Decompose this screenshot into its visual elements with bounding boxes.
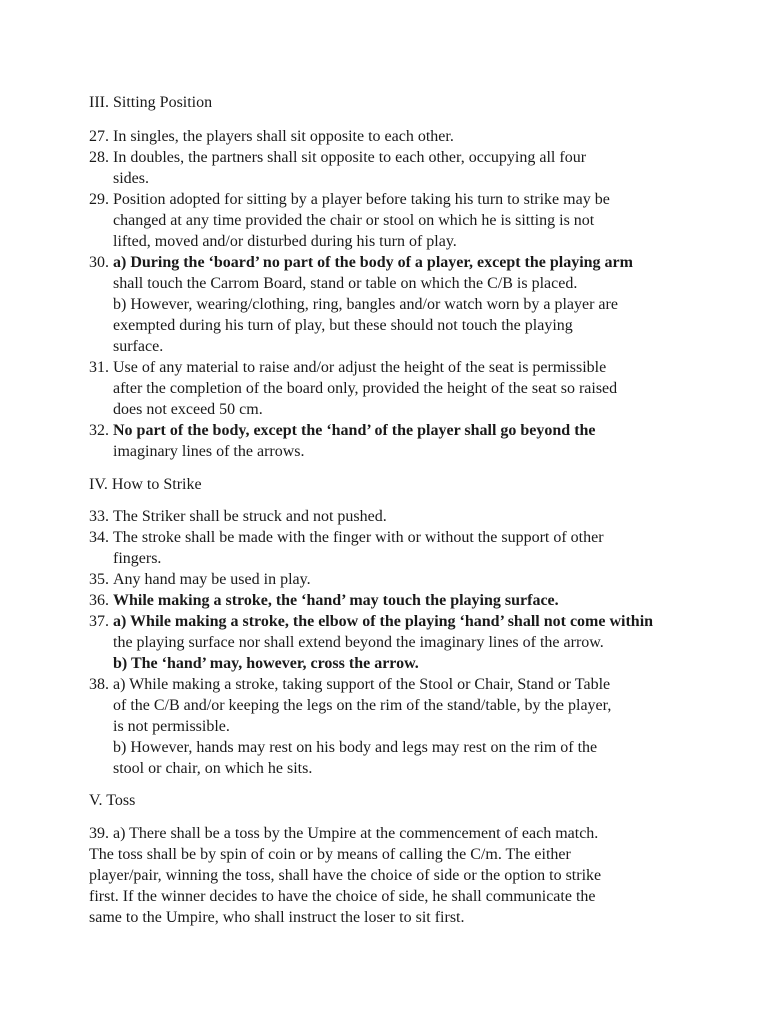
rule-line: of the C/B and/or keeping the legs on the rim of the stand/table, by the player,	[113, 697, 612, 714]
rule-number: 37.	[89, 613, 109, 630]
rule-line: does not exceed 50 cm.	[113, 401, 263, 418]
rule-line: Any hand may be used in play.	[113, 571, 311, 588]
rule-line: after the completion of the board only, provided the height of the seat so raised	[113, 380, 618, 397]
rule-item-37	[89, 611, 689, 674]
rule-number: 31.	[89, 359, 109, 376]
section-heading-how-to-strike: IV. How to Strike	[89, 476, 202, 493]
rule-line: stool or chair, on which he sits.	[113, 760, 313, 777]
section-list-how-to-strike	[89, 506, 689, 779]
rule-line-bold: No part of the body, except the ‘hand’ of the player shall go beyond the	[113, 422, 596, 439]
paragraph-line: same to the Umpire, who shall instruct the loser to sit first.	[89, 909, 465, 926]
rule-line: Use of any material to raise and/or adjust the height of the seat is permissible	[113, 359, 607, 376]
rule-item-31	[89, 357, 689, 420]
rule-line: The stroke shall be made with the finger with or without the support of other	[113, 529, 604, 546]
rule-number: 36.	[89, 592, 109, 609]
rule-item-33	[89, 506, 689, 527]
rule-number: 33.	[89, 508, 109, 525]
rule-line: sides.	[113, 170, 149, 187]
rule-number: 29.	[89, 191, 109, 208]
paragraph-line: first. If the winner decides to have the choice of side, he shall communicate the	[89, 888, 596, 905]
paragraph-line: player/pair, winning the toss, shall have the choice of side or the option to strike	[89, 867, 602, 884]
rule-item-32	[89, 420, 689, 462]
rule-item-38	[89, 674, 689, 779]
rule-item-34	[89, 527, 689, 569]
rule-item-35	[89, 569, 689, 590]
rule-line: In singles, the players shall sit opposite to each other.	[113, 128, 454, 145]
rule-line: lifted, moved and/or disturbed during his turn of play.	[113, 233, 457, 250]
rule-line: The Striker shall be struck and not pushed.	[113, 508, 387, 525]
rule-line: is not permissible.	[113, 718, 230, 735]
paragraph-line: 39. a) There shall be a toss by the Umpire at the commencement of each match.	[89, 825, 599, 842]
rule-line: fingers.	[113, 550, 162, 567]
rule-number: 35.	[89, 571, 109, 588]
rule-line: a) While making a stroke, taking support of the Stool or Chair, Stand or Table	[113, 676, 611, 693]
rule-line: shall touch the Carrom Board, stand or table on which the C/B is placed.	[113, 275, 578, 292]
rule-item-30	[89, 252, 689, 357]
section-heading-toss: V. Toss	[89, 792, 136, 809]
rule-number: 30.	[89, 254, 109, 271]
rule-line-bold: b) The ‘hand’ may, however, cross the arrow.	[113, 655, 419, 672]
rule-number: 38.	[89, 676, 109, 693]
rule-line: b) However, wearing/clothing, ring, bangles and/or watch worn by a player are	[113, 296, 618, 313]
rule-line: changed at any time provided the chair or stool on which he is sitting is not	[113, 212, 595, 229]
rule-line: the playing surface nor shall extend beyond the imaginary lines of the arrow.	[113, 634, 604, 651]
rule-item-27	[89, 126, 689, 147]
rule-line: imaginary lines of the arrows.	[113, 443, 305, 460]
rule-line: b) However, hands may rest on his body and legs may rest on the rim of the	[113, 739, 598, 756]
paragraph-line: The toss shall be by spin of coin or by means of calling the C/m. The either	[89, 846, 571, 863]
section-heading-sitting-position: III. Sitting Position	[89, 94, 213, 111]
rule-line: Position adopted for sitting by a player before taking his turn to strike may be	[113, 191, 610, 208]
rule-line-bold: a) While making a stroke, the elbow of the playing ‘hand’ shall not come within	[113, 613, 654, 630]
rule-item-28	[89, 147, 689, 189]
rule-line: exempted during his turn of play, but these should not touch the playing	[113, 317, 573, 334]
rule-line-bold: a) During the ‘board’ no part of the body of a player, except the playing arm	[113, 254, 633, 271]
rule-number: 27.	[89, 128, 109, 145]
toss-paragraph	[89, 823, 689, 928]
rule-item-36	[89, 590, 689, 611]
rule-item-29	[89, 189, 689, 252]
rule-number: 28.	[89, 149, 109, 166]
rule-number: 34.	[89, 529, 109, 546]
section-list-sitting-position	[89, 126, 689, 462]
rule-line-bold: While making a stroke, the ‘hand’ may touch the playing surface.	[113, 592, 559, 609]
rule-line: surface.	[113, 338, 164, 355]
rule-number: 32.	[89, 422, 109, 439]
rule-line: In doubles, the partners shall sit opposite to each other, occupying all four	[113, 149, 587, 166]
